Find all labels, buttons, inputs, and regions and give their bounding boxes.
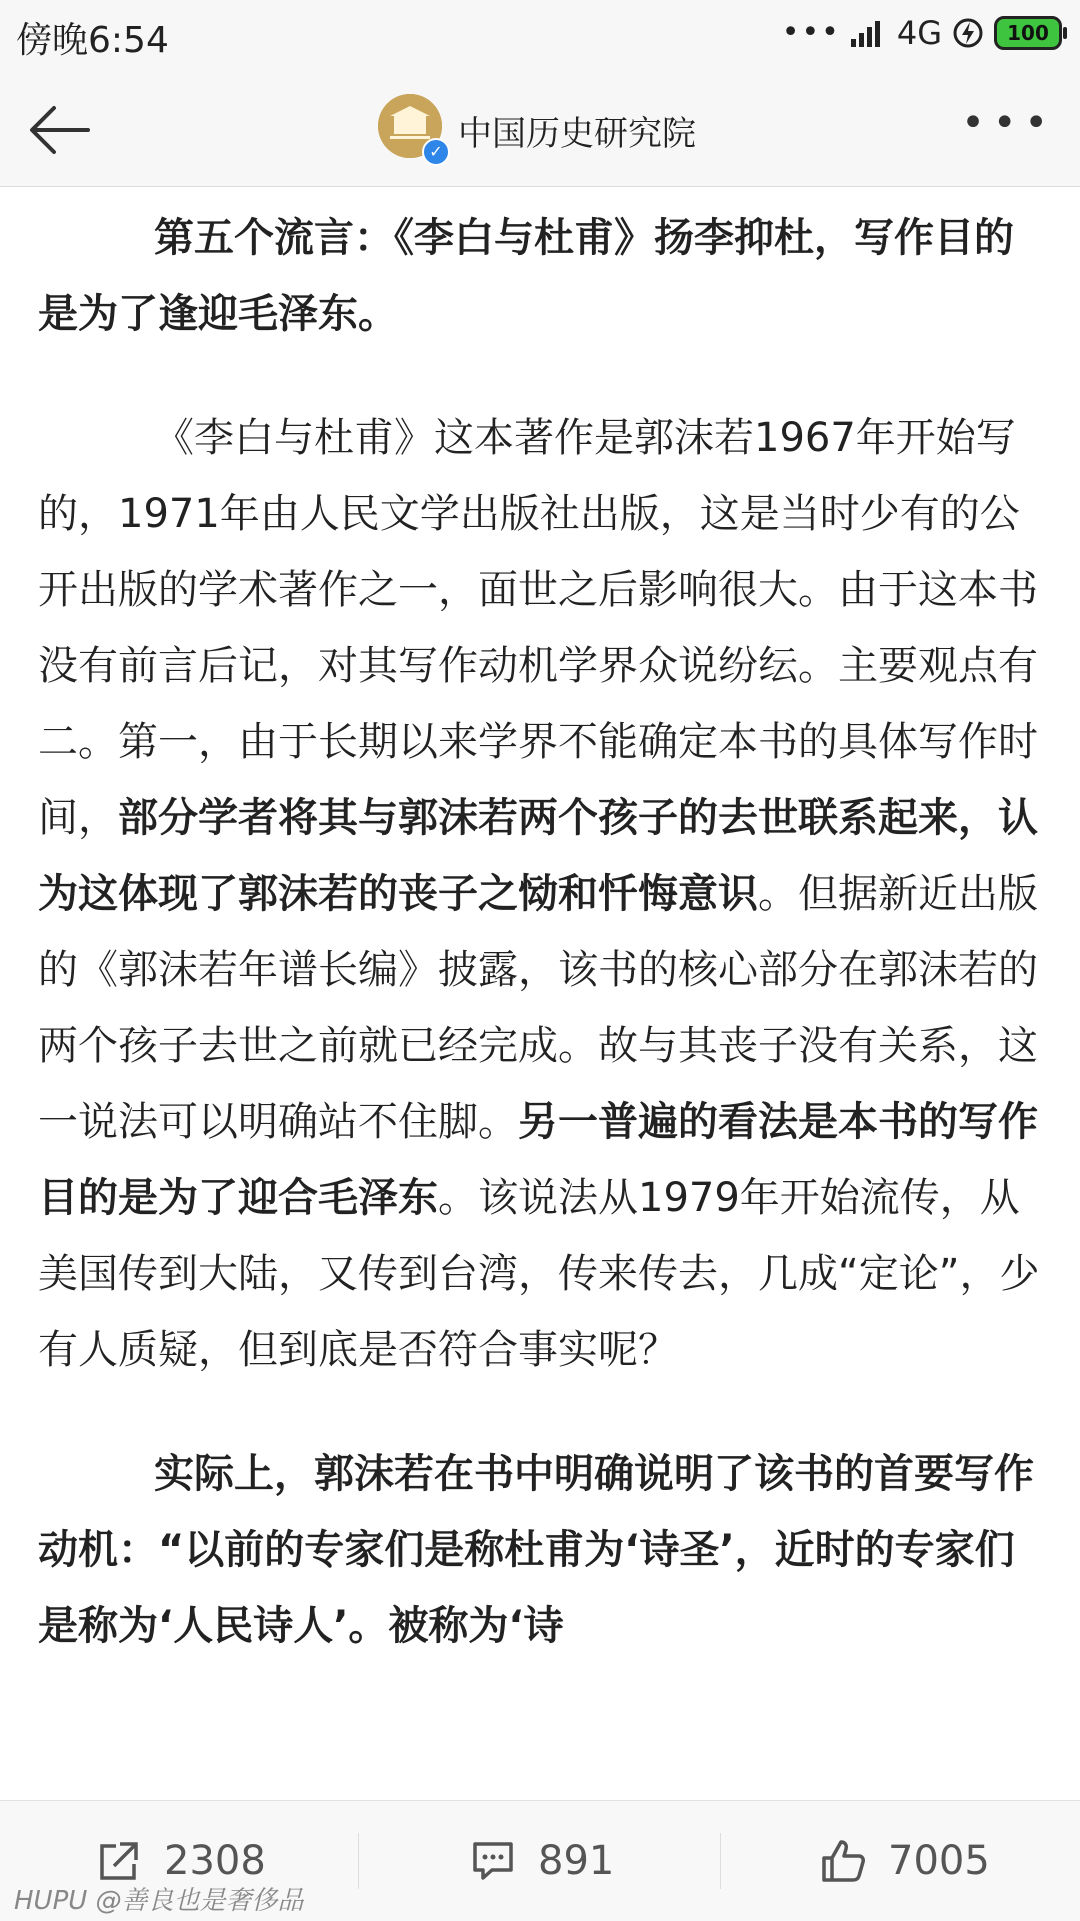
status-bar (0, 0, 1080, 70)
like-button[interactable] (820, 1801, 990, 1921)
header (0, 70, 1080, 187)
more-notifications-icon: ••• (781, 15, 841, 50)
comment-button[interactable] (470, 1801, 614, 1921)
article-text-bold: 部分学者将其与郭沫若两个孩子的去世联系起来，认为这体现了郭沫若的丧子之恸和忏悔意识 (38, 795, 1038, 917)
account-name[interactable]: 中国历史研究院 (458, 114, 696, 154)
divider (358, 1833, 359, 1889)
article-paragraph-heading: 第五个流言：《李白与杜甫》扬李抑杜，写作目的是为了逢迎毛泽东。 (38, 215, 1014, 337)
divider (720, 1833, 721, 1889)
share-icon (96, 1838, 142, 1884)
thumbs-up-icon (820, 1838, 866, 1884)
battery-indicator (994, 16, 1062, 50)
article-body (38, 200, 1048, 1664)
back-arrow-icon[interactable] (24, 94, 96, 166)
verified-badge-icon: ✓ (422, 138, 450, 166)
more-options-icon[interactable]: ••• (961, 100, 1056, 146)
comment-icon (470, 1838, 516, 1884)
article-paragraph: 实际上，郭沫若在书中明确说明了该书的首要写作动机：“以前的专家们是称杜甫为‘诗圣’，近时的专家们是称为‘人民诗人’。被称为‘诗 (38, 1451, 1034, 1649)
like-count: 7005 (888, 1838, 990, 1884)
article-text: 。但据新近出版的《郭沫若年谱长编》披露，该书的核心部分在郭沫若的两个孩子去世之前就已经完成。故与其丧子没有关系，这一说法可以明确站不住脚。 (38, 871, 1038, 1145)
article-text: 《李白与杜甫》这本著作是郭沫若1967年开始写的，1971年由人民文学出版社出版，这是当时少有的公开出版的学术著作之一，面世之后影响很大。由于这本书没有前言后记，对其写作动机学界众说纷纭。主要观点有二。第一，由于长期以来学界不能确定本书的具体写作时间， (38, 415, 1038, 841)
comment-count: 891 (538, 1838, 615, 1884)
status-indicators (782, 14, 1062, 52)
signal-icon (851, 19, 887, 47)
share-count: 2308 (164, 1838, 266, 1884)
status-time: 傍晚6:54 (16, 20, 169, 61)
battery-level: 100 (1007, 21, 1049, 45)
watermark: HUPU @善良也是奢侈品 (14, 1886, 304, 1916)
article-paragraph (38, 400, 1048, 1388)
network-type: 4G (896, 14, 942, 52)
article-text-bold: 另一普遍的看法是本书的写作目的是为了迎合毛泽东 (38, 1099, 1038, 1221)
article-text: 。该说法从1979年开始流传，从美国传到大陆，又传到台湾，传来传去，几成“定论”，少有人质疑，但到底是否符合事实呢？ (38, 1175, 1040, 1373)
charging-icon (952, 17, 984, 49)
